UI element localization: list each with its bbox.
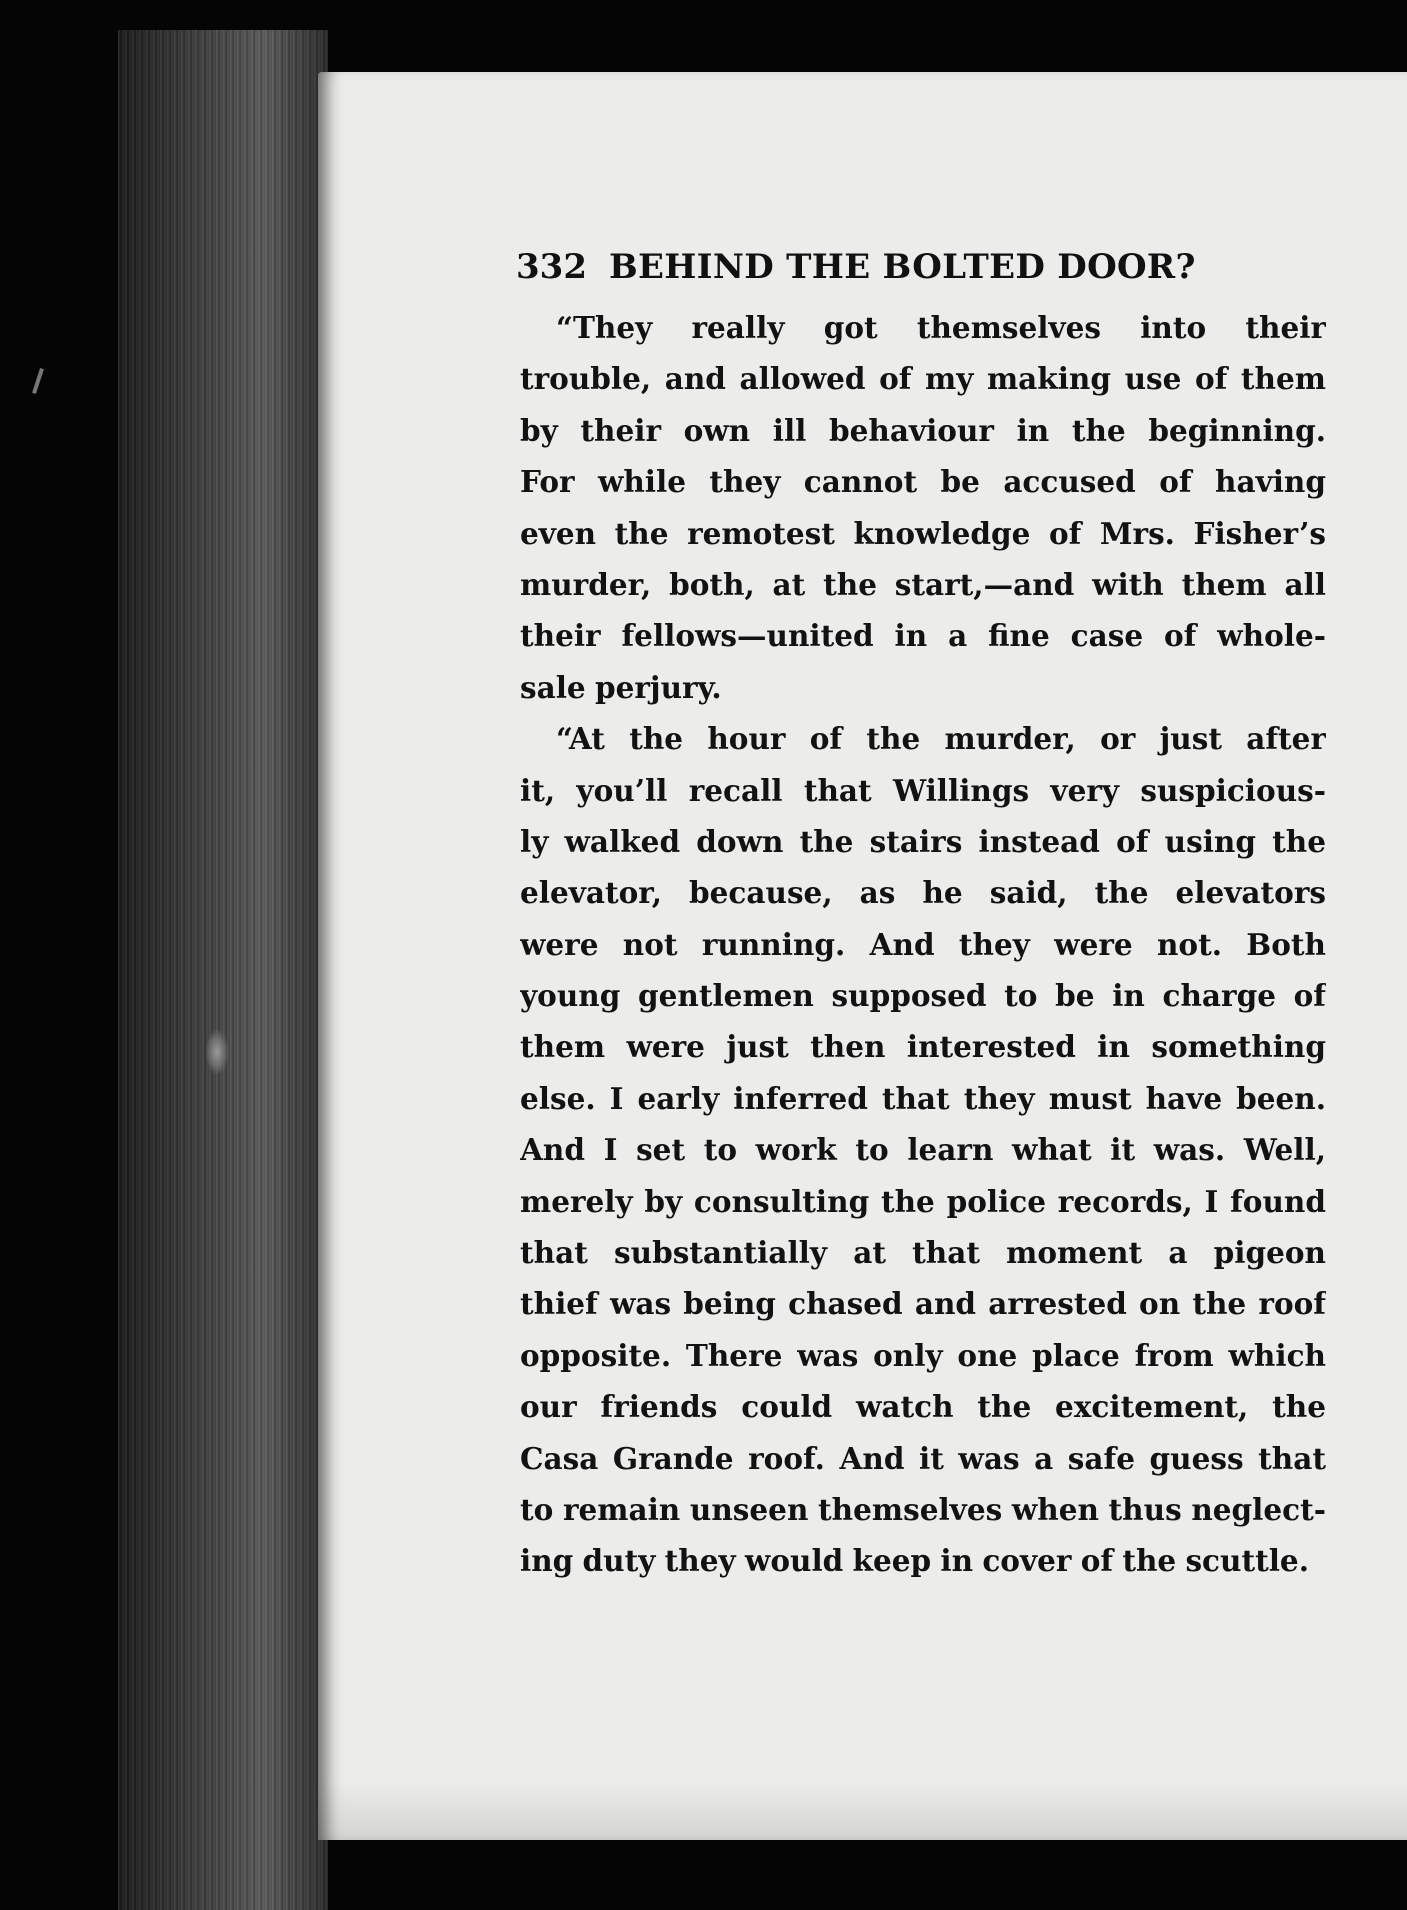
text-line: thief was being chased and arrested on the roof <box>520 1286 1326 1322</box>
scan-artifact <box>32 368 44 394</box>
text-line: their fellows—united in a fine case of whole- <box>520 618 1326 654</box>
text-line: merely by consulting the police records, I found <box>520 1183 1326 1219</box>
text-line: by their own ill behaviour in the beginning. <box>520 412 1326 448</box>
text-line: ly walked down the stairs instead of using the <box>520 823 1326 859</box>
text-line: else. I early inferred that they must have been. <box>520 1080 1326 1116</box>
text-line: opposite. There was only one place from which <box>520 1337 1326 1373</box>
text-line: that substantially at that moment a pigeon <box>520 1235 1326 1271</box>
text-line: sale perjury. <box>520 669 722 705</box>
text-line: it, you’ll recall that Willings very suspicious- <box>520 772 1326 808</box>
text-line: trouble, and allowed of my making use of them <box>520 361 1326 397</box>
running-title: BEHIND THE BOLTED DOOR? <box>608 247 1196 287</box>
text-line: “At the hour of the murder, or just after <box>556 721 1326 757</box>
text-line: them were just then interested in something <box>520 1029 1326 1065</box>
text-line: And I set to work to learn what it was. Well, <box>520 1132 1326 1168</box>
text-line: ing duty they would keep in cover of the scuttle. <box>520 1543 1309 1579</box>
page-shadow <box>318 1780 1407 1840</box>
text-line: For while they cannot be accused of having <box>520 464 1326 500</box>
book-page <box>318 72 1407 1840</box>
text-line: elevator, because, as he said, the elevators <box>520 875 1326 911</box>
body-text <box>520 302 1326 1662</box>
text-line: to remain unseen themselves when thus neglect- <box>520 1491 1326 1527</box>
text-line: young gentlemen supposed to be in charge of <box>520 978 1326 1014</box>
text-line: murder, both, at the start,—and with them all <box>520 566 1326 602</box>
page-header <box>516 232 1316 302</box>
text-line: were not running. And they were not. Both <box>520 926 1326 962</box>
text-line: even the remotest knowledge of Mrs. Fisher’s <box>520 515 1326 551</box>
text-line: Casa Grande roof. And it was a safe guess that <box>520 1440 1326 1476</box>
text-line: “They really got themselves into their <box>556 310 1326 345</box>
scan-artifact <box>206 1030 228 1074</box>
text-line: our friends could watch the excitement, the <box>520 1389 1326 1425</box>
book-binding-edge <box>118 30 328 1910</box>
page-number: 332 <box>516 247 587 287</box>
